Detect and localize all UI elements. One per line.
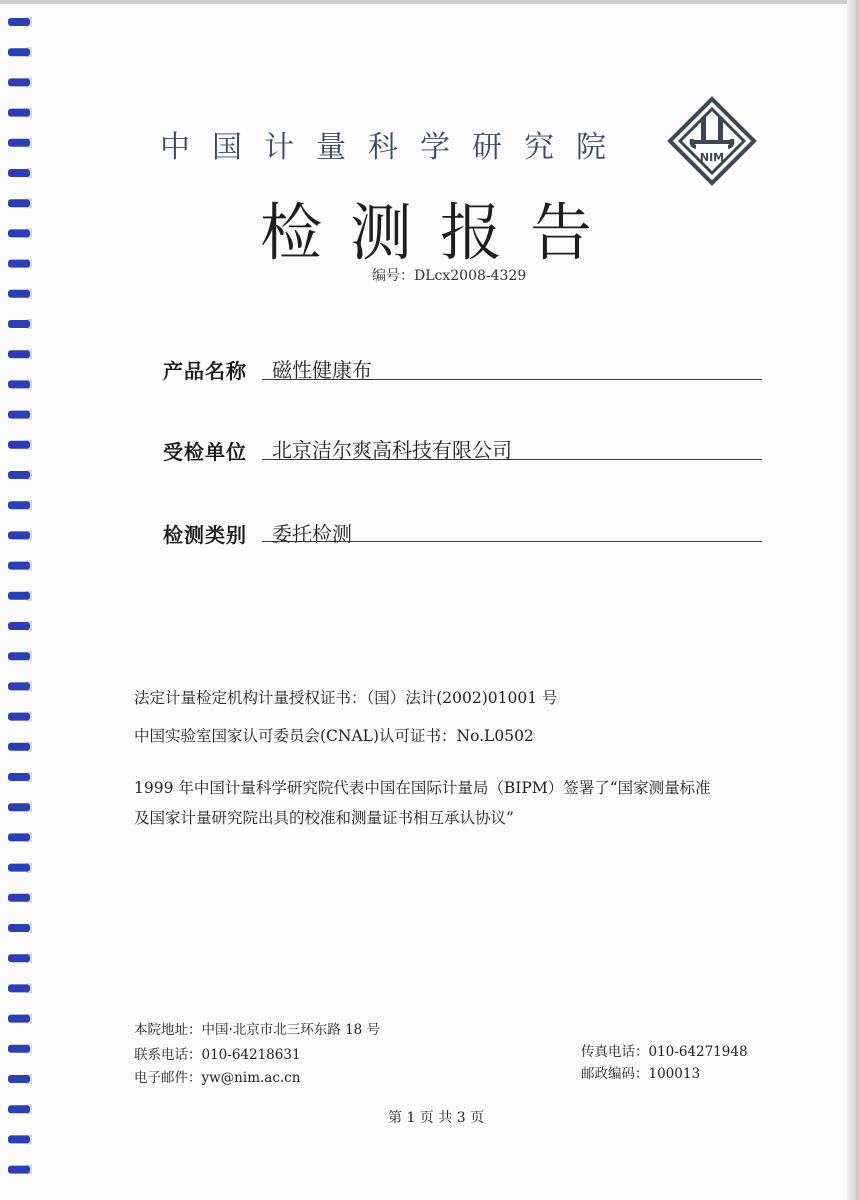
contact-email: 电子邮件：yw@nim.ac.cn <box>134 1070 301 1086</box>
binding-ring <box>8 199 30 207</box>
authorization-certificate: 法定计量检定机构计量授权证书：（国）法计(2002)01001 号 <box>134 689 558 707</box>
nim-logo <box>666 95 758 187</box>
binding-ring <box>8 622 30 630</box>
binding-ring <box>8 411 30 419</box>
binding-ring <box>8 109 30 117</box>
fax-number: 传真电话：010-64271948 <box>581 1044 748 1060</box>
binding-ring <box>8 320 30 328</box>
binding-ring <box>8 713 30 721</box>
page-number: 第 1 页 共 3 页 <box>388 1110 485 1126</box>
cnal-accreditation: 中国实验室国家认可委员会(CNAL)认可证书：No.L0502 <box>134 727 534 745</box>
binding-ring <box>8 471 30 479</box>
binding-ring <box>8 1135 30 1143</box>
binding-ring <box>8 350 30 358</box>
institute-address: 本院地址：中国·北京市北三环东路 18 号 <box>134 1022 381 1038</box>
report-title: 检测报告 <box>260 196 621 269</box>
test-category-value: 委托检测 <box>272 522 352 546</box>
binding-ring <box>8 139 30 147</box>
binding-ring <box>8 773 30 781</box>
inspected-unit-label: 受检单位 <box>163 440 247 464</box>
binding-ring <box>8 682 30 690</box>
test-category-label: 检测类别 <box>163 523 247 547</box>
binding-ring <box>8 1105 30 1113</box>
binding-ring <box>8 169 30 177</box>
binding-ring <box>8 1045 30 1053</box>
binding-ring <box>8 531 30 539</box>
product-name-label: 产品名称 <box>163 359 247 383</box>
binding-ring <box>8 380 30 388</box>
institute-name: 中国计量科学研究院 <box>160 130 628 165</box>
binding-ring <box>8 18 30 26</box>
nim-logo-text: NIM <box>699 151 725 164</box>
product-name-underline <box>262 379 762 380</box>
binding-ring <box>8 48 30 56</box>
contact-phone: 联系电话：010-64218631 <box>134 1047 301 1063</box>
binding-ring <box>8 833 30 841</box>
inspected-unit-value: 北京洁尔爽高科技有限公司 <box>272 438 512 462</box>
product-name-value: 磁性健康布 <box>272 358 372 382</box>
test-category-underline <box>262 541 762 542</box>
postal-code: 邮政编码：100013 <box>581 1066 701 1082</box>
binding-ring <box>8 592 30 600</box>
page-right-edge <box>847 0 859 1200</box>
binding-ring <box>8 501 30 509</box>
binding-ring <box>8 894 30 902</box>
binding-ring <box>8 984 30 992</box>
binding-ring <box>8 229 30 237</box>
binding-ring <box>8 260 30 268</box>
binding-ring <box>8 652 30 660</box>
binding-ring <box>8 1075 30 1083</box>
report-serial-number: 编号：DLcx2008-4329 <box>372 268 527 284</box>
spiral-binding <box>0 0 40 1200</box>
binding-ring <box>8 864 30 872</box>
binding-ring <box>8 743 30 751</box>
binding-ring <box>8 441 30 449</box>
bipm-statement-line-2: 及国家计量研究院出具的校准和测量证书相互承认协议” <box>134 809 514 827</box>
binding-ring <box>8 924 30 932</box>
binding-ring <box>8 290 30 298</box>
bipm-statement-line-1: 1999 年中国计量科学研究院代表中国在国际计量局（BIPM）签署了“国家测量标准 <box>134 779 711 797</box>
binding-ring <box>8 1015 30 1023</box>
binding-ring <box>8 78 30 86</box>
binding-ring <box>8 1166 30 1174</box>
inspected-unit-underline <box>262 459 762 460</box>
binding-ring <box>8 954 30 962</box>
page-top-edge <box>0 0 859 4</box>
binding-ring <box>8 803 30 811</box>
binding-ring <box>8 562 30 570</box>
